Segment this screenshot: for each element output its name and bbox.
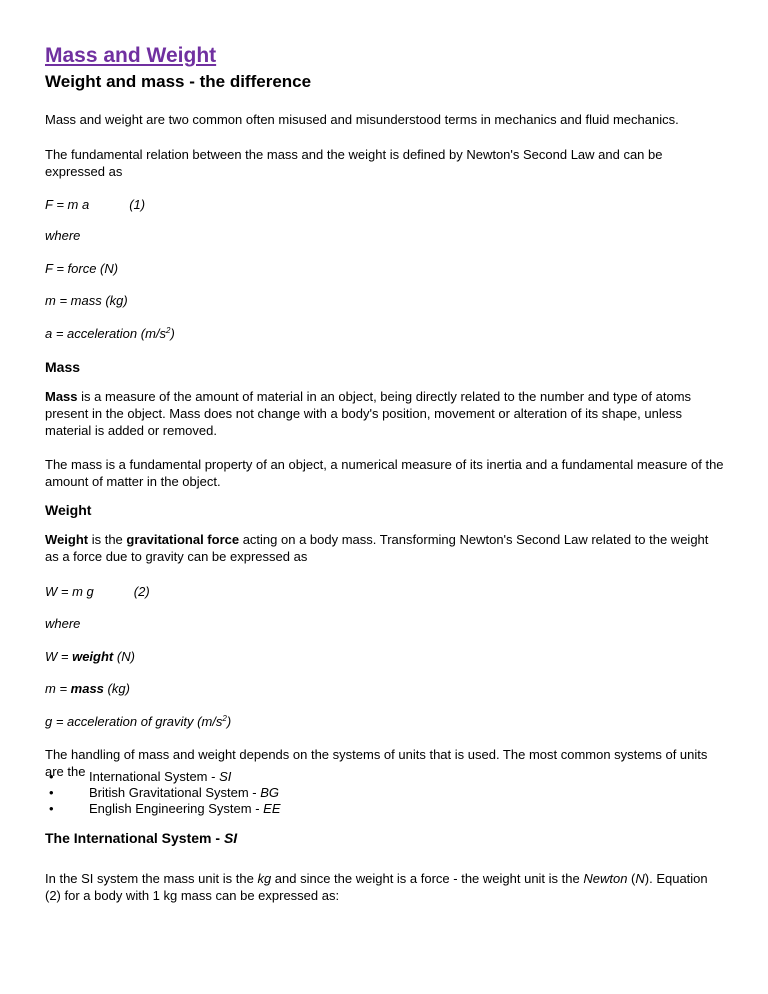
where-label-2: where xyxy=(45,616,81,631)
equation-2-number: (2) xyxy=(133,584,150,599)
equation-2-formula: W = m g xyxy=(45,584,94,599)
relation-paragraph: The fundamental relation between the mass and the weight is defined by Newton's Second Law and can be expressed as xyxy=(45,147,663,179)
definition-force: F = force (N) xyxy=(45,261,119,276)
list-item: • International System - SI xyxy=(45,769,281,785)
definition-weight: W = weight (N) xyxy=(45,649,135,664)
systems-list xyxy=(45,769,281,817)
si-paragraph: In the SI system the mass unit is the kg and since the weight is a force - the weight unit is the Newton (N). Equation (2) for a body with 1 kg mass can be expressed as: xyxy=(45,871,708,903)
definition-mass-2: m = mass (kg) xyxy=(45,681,130,696)
list-item: • British Gravitational System - BG xyxy=(45,785,281,801)
equation-1 xyxy=(45,196,725,213)
equation-2 xyxy=(45,583,725,600)
section-heading-si: The International System - SI xyxy=(45,830,238,846)
units-paragraph: The handling of mass and weight depends on the systems of units that is used. The most common systems of units are the xyxy=(45,747,708,779)
list-item: • English Engineering System - EE xyxy=(45,801,281,817)
definition-gravity: g = acceleration of gravity $(m/s^2)$ xyxy=(45,714,232,729)
section-heading-mass: Mass xyxy=(45,359,81,375)
equation-1-formula: F = m a xyxy=(45,197,90,212)
intro-paragraph: Mass and weight are two common often misused and misunderstood terms in mechanics and fluid mechanics. xyxy=(45,112,679,127)
section-heading-weight: Weight xyxy=(45,502,92,518)
page-subtitle: Weight and mass - the difference xyxy=(45,72,312,91)
mass-paragraph-2: The mass is a fundamental property of an object, a numerical measure of its inertia and a fundamental measure of the amount of matter in the object. xyxy=(45,457,724,489)
where-label-1: where xyxy=(45,228,81,243)
mass-paragraph-1: Mass is a measure of the amount of material in an object, being directly related to the number and type of atoms present in the object. Mass does not change with a body's position, movement or alteration of its shape, unless material is added or removed. xyxy=(45,389,692,438)
page-title: Mass and Weight xyxy=(45,44,217,67)
equation-1-number: (1) xyxy=(129,197,146,212)
weight-paragraph-1: Weight is the gravitational force acting on a body mass. Transforming Newton's Second Law related to the weight as a force due to gravity can be expressed as xyxy=(45,532,709,564)
definition-acceleration: a = acceleration $(m/s^2)$ xyxy=(45,326,175,341)
definition-mass: m = mass (kg) xyxy=(45,293,128,308)
